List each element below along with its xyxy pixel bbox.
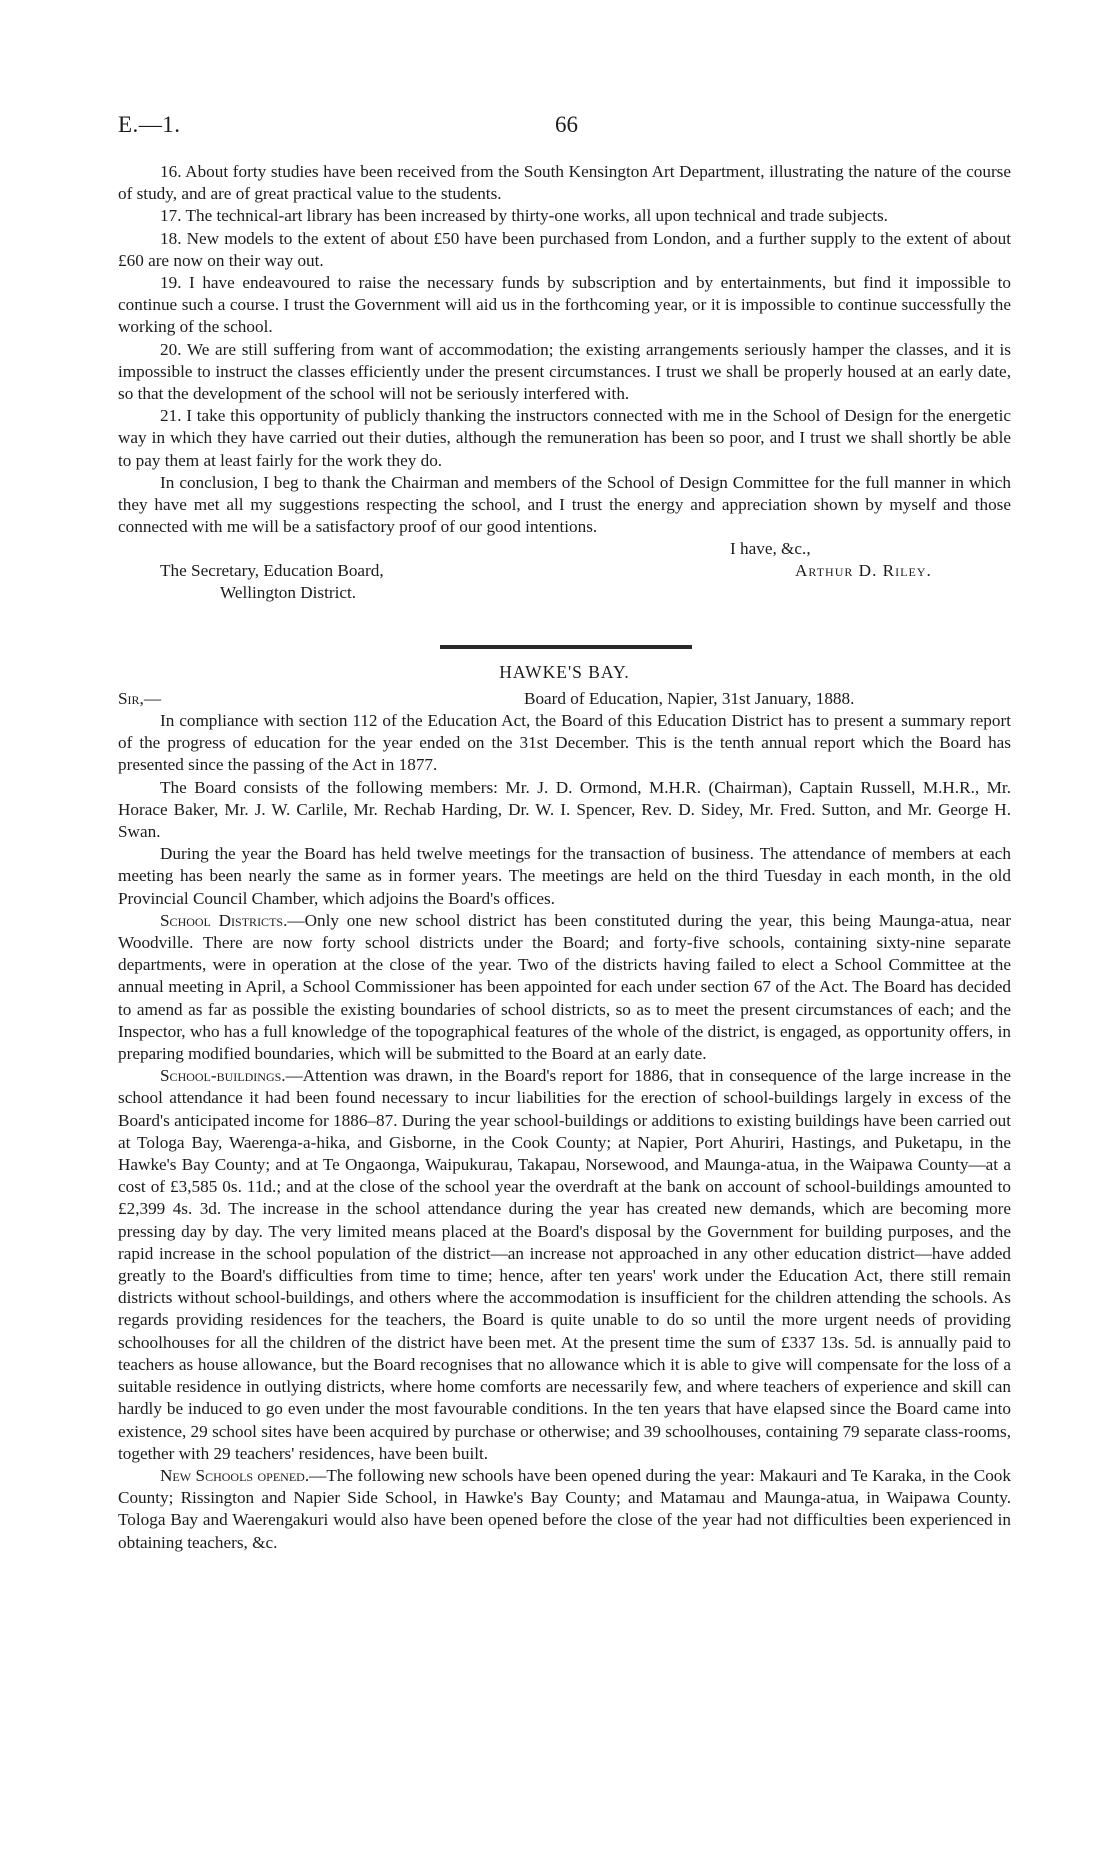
signoff-row-2 [118,560,1011,582]
hb-paragraph [118,777,1011,844]
paragraph-heading: New Schools opened. [160,1465,310,1485]
report-paragraph-17: 17. The technical-art library has been increased by thirty-one works, all upon technical and trade subjects. [160,206,888,226]
paragraph-heading: School Districts. [160,910,288,930]
signoff-row-3 [118,582,1011,604]
report-paragraph-conclusion: In conclusion, I beg to thank the Chairman and members of the School of Design Committee for the full manner in which they have met all my suggestions respecting the school, and I trust the energy and appreciation shown by myself and those connected with me will be a satisfactory proof of our good intentions. [118,472,1011,537]
paragraph-text: In compliance with section 112 of the Education Act, the Board of this Education District has to present a summary report of the progress of education for the year ended on the 31st December. This is the tenth annual report which the Board has presented since the passing of the Act in 1877. [118,711,1011,775]
date-line: Board of Education, Napier, 31st January, 1888. [524,689,855,708]
hawkes-bay-body [118,688,1011,1554]
signatory-name: Arthur D. Riley. [795,561,932,581]
signoff-row-1 [118,538,1011,560]
hb-paragraph-school-buildings [118,1065,1011,1465]
salutation: Sir,— [118,689,162,708]
report-paragraph-18: 18. New models to the extent of about £50 have been purchased from London, and a further supply to the extent of about £60 are now on their way out. [118,228,1011,270]
addressee-line-1: The Secretary, Education Board, [160,561,384,581]
hb-paragraph-new-schools [118,1465,1011,1554]
addressee-line-2: Wellington District. [220,583,357,603]
hb-paragraph [118,843,1011,910]
report-paragraph-19: 19. I have endeavoured to raise the necessary funds by subscription and by entertainments, but find it impossible to continue such a course. I trust the Government will aid us in the forthcoming year, or it is impossible to continue successfully the working of the school. [118,273,1011,337]
report-body [118,161,1011,604]
section-divider [440,645,692,649]
report-paragraph-20: 20. We are still suffering from want of accommodation; the existing arrangements seriously hamper the classes, and it is impossible to instruct the classes efficiently under the present circumstances. I trust we shall be properly housed at an early date, so that the development of the school will not be seriously interfered with. [118,339,1011,404]
paragraph-text: —Only one new school district has been constituted during the year, this being Maunga-atua, near Woodville. There are now forty school districts under the Board; and forty-five schools, containing sixty-nine separate departments, were in operation at the close of the year. Two of the districts having failed to elect a School Committee at the annual meeting in April, a School Commissioner has been appointed for each under section 67 of the Act. The Board has decided to amend as far as possible the existing boundaries of school districts, so as to meet the present circumstances of each; and the Inspector, who has a full knowledge of the topographical features of the whole of the district, is engaged, as opportunity offers, in preparing modified boundaries, which will be submitted to the Board at an early date. [118,910,1012,1064]
paragraph-text: The Board consists of the following members: Mr. J. D. Ormond, M.H.R. (Chairman), Captain Russell, M.H.R., Mr. Horace Baker, Mr. J. W. Carlile, Mr. Rechab Harding, Dr. W. I. Spencer, Rev. D. Sidey, Mr. Fred. Sutton, and Mr. George H. Swan. [118,777,1011,842]
section-title: HAWKE'S BAY. [499,662,630,682]
salutation-row [118,688,1011,710]
paragraph-text: —The following new schools have been opened during the year: Makauri and Te Karaka, in the Cook County; Rissington and Napier Side School, in Hawke's Bay County; and Matamau and Maunga-atua, in Waipawa County. Tologa Bay and Waerengakuri would also have been opened before the close of the year had not difficulties been experienced in obtaining teachers, &c. [118,1465,1011,1552]
hb-paragraph [118,710,1011,777]
closing-line: I have, &c., [730,539,811,559]
paragraph-text: During the year the Board has held twelve meetings for the transaction of business. The attendance of members at each meeting has been nearly the same as in former years. The meetings are held on the third Tuesday in each month, in the old Provincial Council Chamber, which adjoins the Board's offices. [118,844,1011,908]
report-paragraph-21: 21. I take this opportunity of publicly thanking the instructors connected with me in the School of Design for the energetic way in which they have carried out their duties, although the remuneration has been so poor, and I trust we shall shortly be able to pay them at least fairly for the work they do. [118,406,1011,470]
report-paragraph-16: 16. About forty studies have been received from the South Kensington Art Department, illustrating the nature of the course of study, and are of great practical value to the students. [118,162,1011,204]
paragraph-heading: School-buildings. [160,1066,286,1086]
paragraph-text: —Attention was drawn, in the Board's report for 1886, that in consequence of the large increase in the school attendance it had been found necessary to incur liabilities for the erection of school-buildings largely in excess of the Board's anticipated income for 1886–87. During the year school-buildings or additions to existing buildings have been carried out at Tologa Bay, Waerenga-a-hika, and Gisborne, in the Cook County; at Napier, Port Ahuriri, Hastings, and Puketapu, in the Hawke's Bay County; and at Te Ongaonga, Waipukurau, Takapau, Norsewood, and Maunga-atua, in the Waipawa County—at a cost of £3,585 0s. 11d.; and at the close of the school year the overdraft at the bank on account of school-buildings amounted to £2,399 4s. 3d. The increase in the school attendance during the year has created new demands, which are becoming more pressing day by day. The very limited means placed at the Board's disposal by the Government for building purposes, and the rapid increase in the school population of the district—an increase not approached in any other education district—have added greatly to the Board's difficulties from time to time; hence, after ten years' work under the Education Act, there still remain districts without school-buildings, and others where the accommodation is insufficient for the children attending the schools. As regards providing residences for the teachers, the Board is quite unable to do so until the more urgent needs of providing schoolhouses for all the children of the district have been met. At the present time the sum of £337 13s. 5d. is annually paid to teachers as house allowance, but the Board recognises that no allowance which it is able to give will compensate for the loss of a suitable residence in outlying districts, where home comforts are necessarily few, and where teachers of experience and skill can hardly be induced to go even under the most favourable conditions. In the ten years that have elapsed since the Board came into existence, 29 school sites have been acquired by purchase or otherwise; and 39 schoolhouses, containing 79 separate class-rooms, together with 29 teachers' residences, have been built. [118,1066,1011,1463]
page-number: 66 [555,112,578,137]
hb-paragraph-school-districts [118,910,1011,1065]
document-reference: E.—1. [118,112,181,137]
